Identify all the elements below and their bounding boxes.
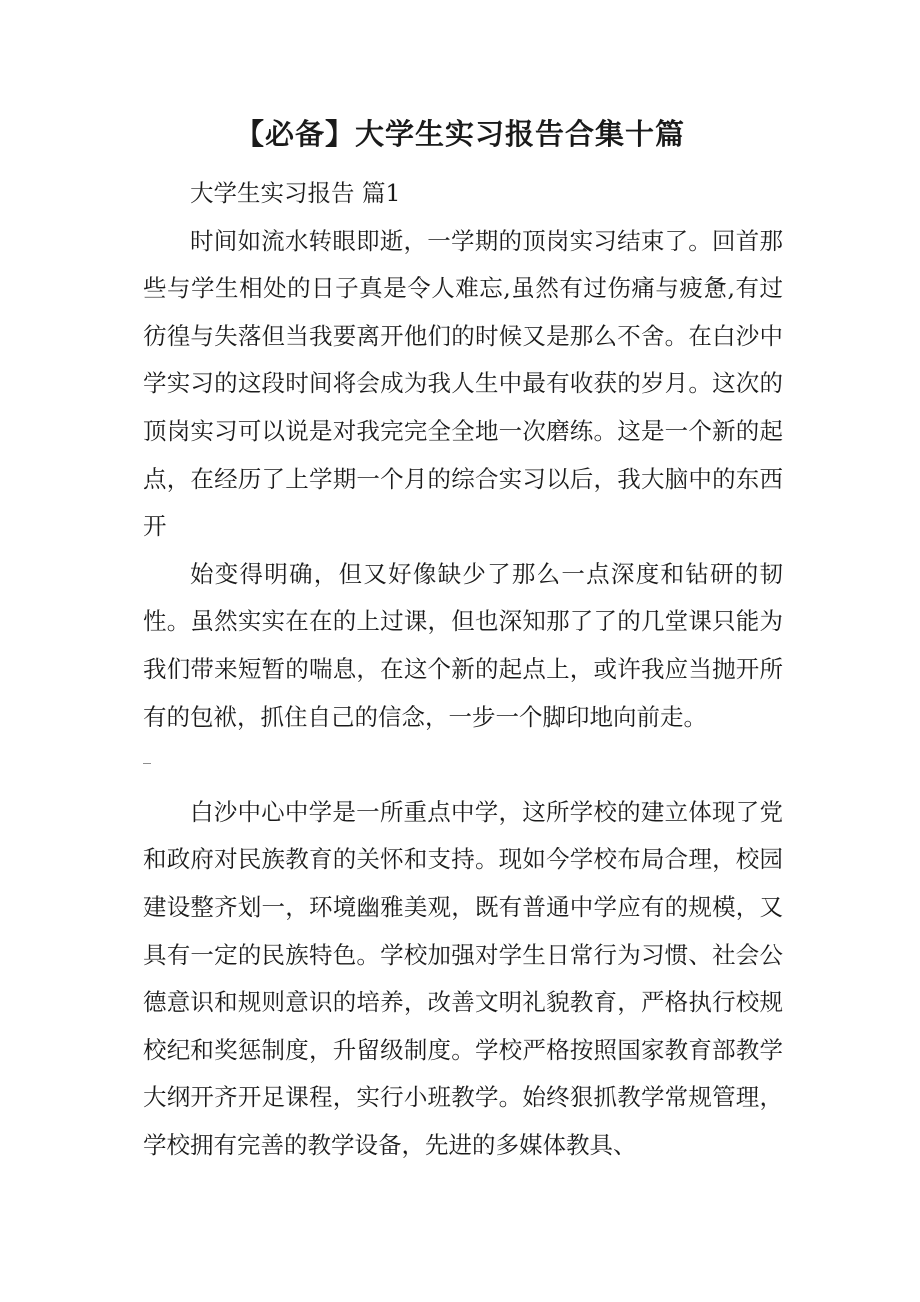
section-heading: 大学生实习报告 篇1 xyxy=(190,179,401,207)
paragraph-1: 时间如流水转眼即逝，一学期的顶岗实习结束了。回首那些与学生相处的日子真是令人难忘,虽然有过伤痛与疲惫,有过彷徨与失落但当我要离开他们的时候又是那么不舍。在白沙中学实习的这段时间将会成为我人生中最有收获的岁月。这次的顶岗实习可以说是对我完完全全地一次磨练。这是一个新的起点，在经历了上学期一个月的综合实习以后，我大脑中的东西开 xyxy=(143,226,783,541)
paragraph-3: 白沙中心中学是一所重点中学，这所学校的建立体现了党和政府对民族教育的关怀和支持。现如今学校布局合理，校园建设整齐划一，环境幽雅美观，既有普通中学应有的规模，又具有一定的民族特色。学校加强对学生日常行为习惯、社会公德意识和规则意识的培养，改善文明礼貌教育，严格执行校规校纪和奖惩制度，升留级制度。学校严格按照国家教育部教学大纲开齐开足课程，实行小班教学。始终狠抓教学常规管理，学校拥有完善的教学设备，先进的多媒体教具、 xyxy=(143,797,783,1159)
paragraph-2: 始变得明确，但又好像缺少了那么一点深度和钻研的韧性。虽然实实在在的上过课，但也深知那了了的几堂课只能为我们带来短暂的喘息，在这个新的起点上，或许我应当抛开所有的包袱，抓住自己的信念，一步一个脚印地向前走。 xyxy=(143,559,783,731)
document-title: 【必备】大学生实习报告合集十篇 xyxy=(234,117,685,151)
document-body xyxy=(143,170,783,1169)
separator-mark: _ xyxy=(143,745,151,765)
